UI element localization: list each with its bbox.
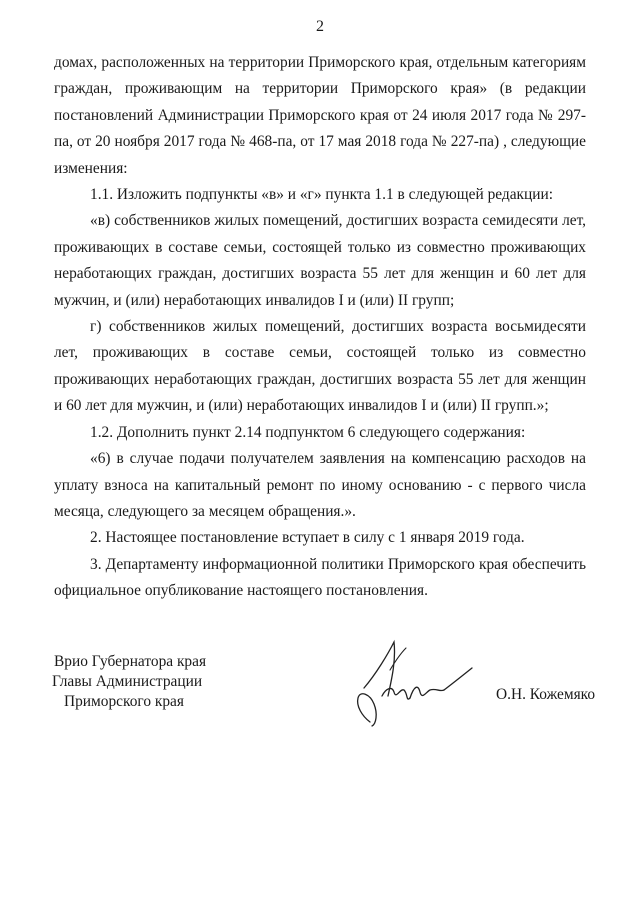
signatory-title-line: Главы Администрации — [52, 673, 203, 690]
paragraph-item-3: 3. Департаменту информационной политики Приморского края обеспечить официальное опубликование настоящего постановления. — [54, 555, 586, 600]
paragraph-item-1-2: 1.2. Дополнить пункт 2.14 подпунктом 6 следующего содержания: — [90, 423, 526, 441]
handwritten-signature — [332, 630, 482, 730]
paragraph-intro-continuation: домах, расположенных на территории Приморского края, отдельным категориям граждан, проживающим на территории Приморского края» (в редакции постановлений Администрации Приморского края от 24 июля 2017 года № 297-па, от 20 ноября 2017 года № 468-па, от 17 мая 2018 года № 227-па) , следующие изменения: — [54, 54, 586, 177]
paragraph-item-1-1: 1.1. Изложить подпункты «в» и «г» пункта 1.1 в следующей редакции: — [90, 186, 554, 204]
signatory-title-line: Приморского края — [64, 693, 184, 710]
paragraph-subitem-g: г) собственников жилых помещений, достигших возраста восьмидесяти лет, проживающих в составе семьи, состоящей только из совместно проживающих неработающих граждан, достигших возраста 55 лет для женщин и 60 лет для мужчин, и (или) неработающих инвалидов I и (или) II групп.»; — [54, 318, 586, 415]
paragraph-item-2: 2. Настоящее постановление вступает в силу с 1 января 2019 года. — [90, 529, 525, 547]
signatory-name: О.Н. Кожемяко — [496, 686, 596, 703]
signatory-title-block — [48, 652, 206, 712]
signatory-title-line: Врио Губернатора края — [54, 653, 207, 670]
document-body — [54, 50, 586, 605]
page-number: 2 — [316, 18, 324, 35]
paragraph-subitem-v: «в) собственников жилых помещений, достигших возраста семидесяти лет, проживающих в составе семьи, состоящей только из совместно проживающих неработающих граждан, достигших возраста 55 лет для женщин и 60 лет для мужчин, и (или) неработающих инвалидов I и (или) II групп; — [54, 212, 586, 309]
paragraph-subitem-6: «6) в случае подачи получателем заявления на компенсацию расходов на уплату взноса на капитальный ремонт по иному основанию - с первого числа месяца, следующего за месяцем обращения.». — [54, 450, 586, 520]
